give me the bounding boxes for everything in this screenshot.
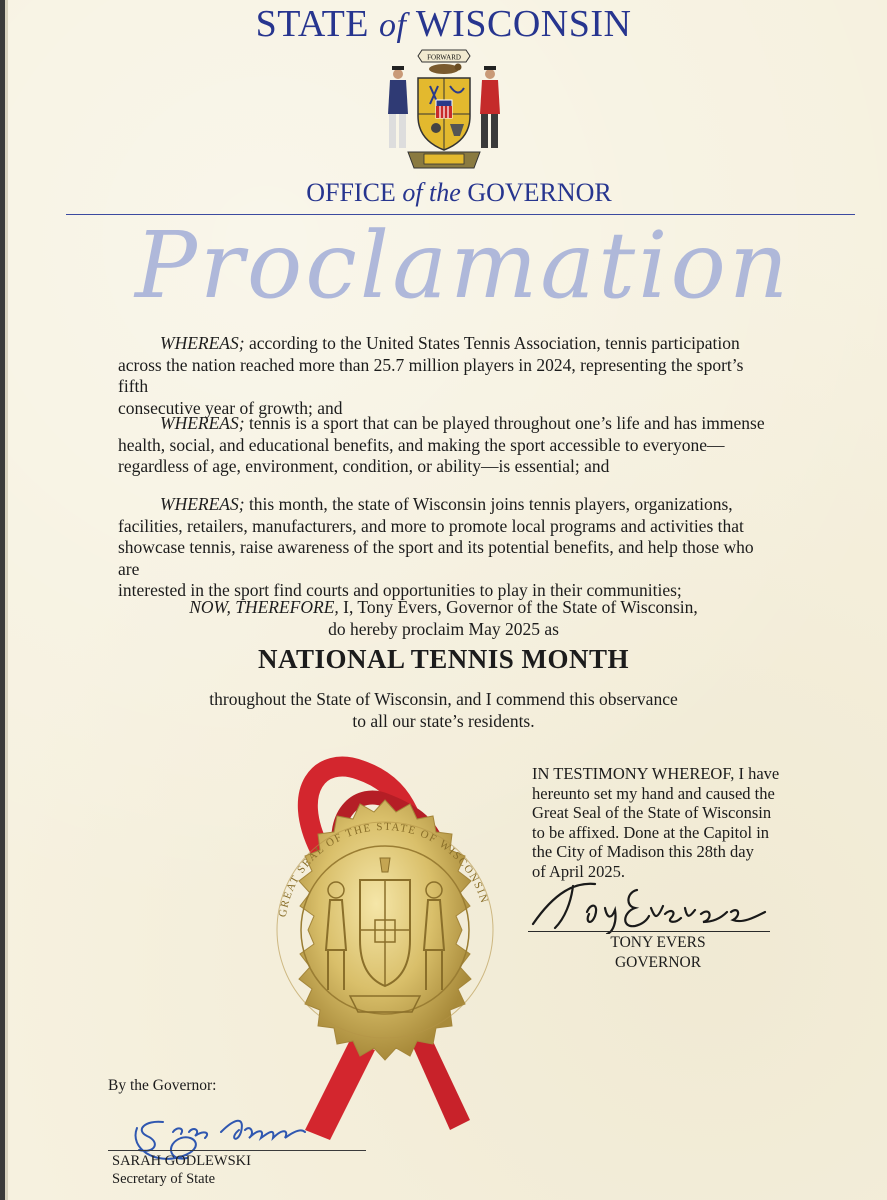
governor-signature-line [528, 931, 770, 932]
testimony-line: to be affixed. Done at the Capitol in [532, 822, 770, 842]
whereas-paragraph-1 [118, 333, 768, 419]
paragraph-text: facilities, retailers, manufacturers, and more to promote local programs and activities that [118, 515, 744, 536]
proclamation-script-title: Proclamation [135, 212, 792, 319]
governor-title: GOVERNOR [614, 954, 702, 971]
secretary-title: Secretary of State [112, 1171, 216, 1187]
paragraph-text: this month, the state of Wisconsin joins tennis players, organizations, [248, 494, 733, 514]
paragraph-text: according to the United States Tennis Association, tennis participation [248, 333, 740, 353]
testimony-block [532, 764, 832, 881]
governor-name-block [588, 933, 728, 973]
observance-title: NATIONAL TENNIS MONTH [257, 644, 630, 674]
now-therefore-label: NOW, THEREFORE, [189, 597, 339, 617]
whereas-label: WHEREAS; [160, 333, 245, 353]
secretary-name: SARAH GODLEWSKI [112, 1153, 251, 1169]
governor-signature [525, 872, 775, 934]
testimony-line: IN TESTIMONY WHEREOF, I have [532, 764, 780, 783]
office-title-of-the: of the [402, 178, 461, 207]
whereas-paragraph-3 [118, 494, 768, 602]
now-therefore-text: I, Tony Evers, Governor of the State of Wisconsin, [343, 597, 698, 617]
paragraph-text: showcase tennis, raise awareness of the sport and its potential benefits, and help those who are [118, 537, 754, 579]
testimony-line: of April 2025. [532, 861, 626, 881]
seal-legend: GREAT SEAL OF THE STATE OF WISCONSIN [276, 820, 491, 918]
paragraph-text: tennis is a sport that can be played throughout one’s life and has immense [248, 413, 765, 433]
paragraph-text: interested in the sport find courts and opportunities to play in their communities; [118, 580, 682, 600]
secretary-name-block [112, 1152, 251, 1188]
state-title-of: of [379, 7, 407, 44]
great-seal-with-ribbon [250, 750, 520, 1145]
office-title-office: OFFICE [306, 178, 396, 207]
closing-line-1: throughout the State of Wisconsin, and I commend this observance [209, 689, 678, 709]
state-title [0, 2, 887, 46]
paragraph-text: across the nation reached more than 25.7 million players in 2024, representing the sport’s fifth [118, 354, 744, 396]
testimony-line: the City of Madison this 28th day [532, 842, 754, 861]
seal-motto: FORWARD [427, 53, 461, 62]
coat-of-arms-emblem [378, 44, 510, 172]
governor-name: TONY EVERS [610, 934, 706, 951]
testimony-line: Great Seal of the State of Wisconsin [532, 803, 772, 822]
state-title-state: STATE [255, 3, 370, 45]
paragraph-text: consecutive year of growth; and [118, 397, 343, 418]
state-title-wisconsin: WISCONSIN [415, 3, 632, 45]
paragraph-text: health, social, and educational benefits, and making the sport accessible to everyone— [118, 434, 725, 455]
office-title-governor: GOVERNOR [467, 178, 612, 207]
secretary-signature-line [108, 1150, 366, 1151]
closing-line-2: to all our state’s residents. [352, 711, 535, 731]
by-the-governor: By the Governor: [108, 1077, 217, 1094]
office-title [0, 178, 887, 208]
whereas-paragraph-2 [118, 413, 768, 478]
now-therefore-line [0, 596, 887, 618]
testimony-line: hereunto set my hand and caused the [532, 783, 775, 803]
whereas-label: WHEREAS; [160, 413, 245, 433]
whereas-label: WHEREAS; [160, 494, 245, 514]
paragraph-text: regardless of age, environment, condition, or ability—is essential; and [118, 456, 610, 476]
proclaim-line: do hereby proclaim May 2025 as [328, 619, 559, 639]
